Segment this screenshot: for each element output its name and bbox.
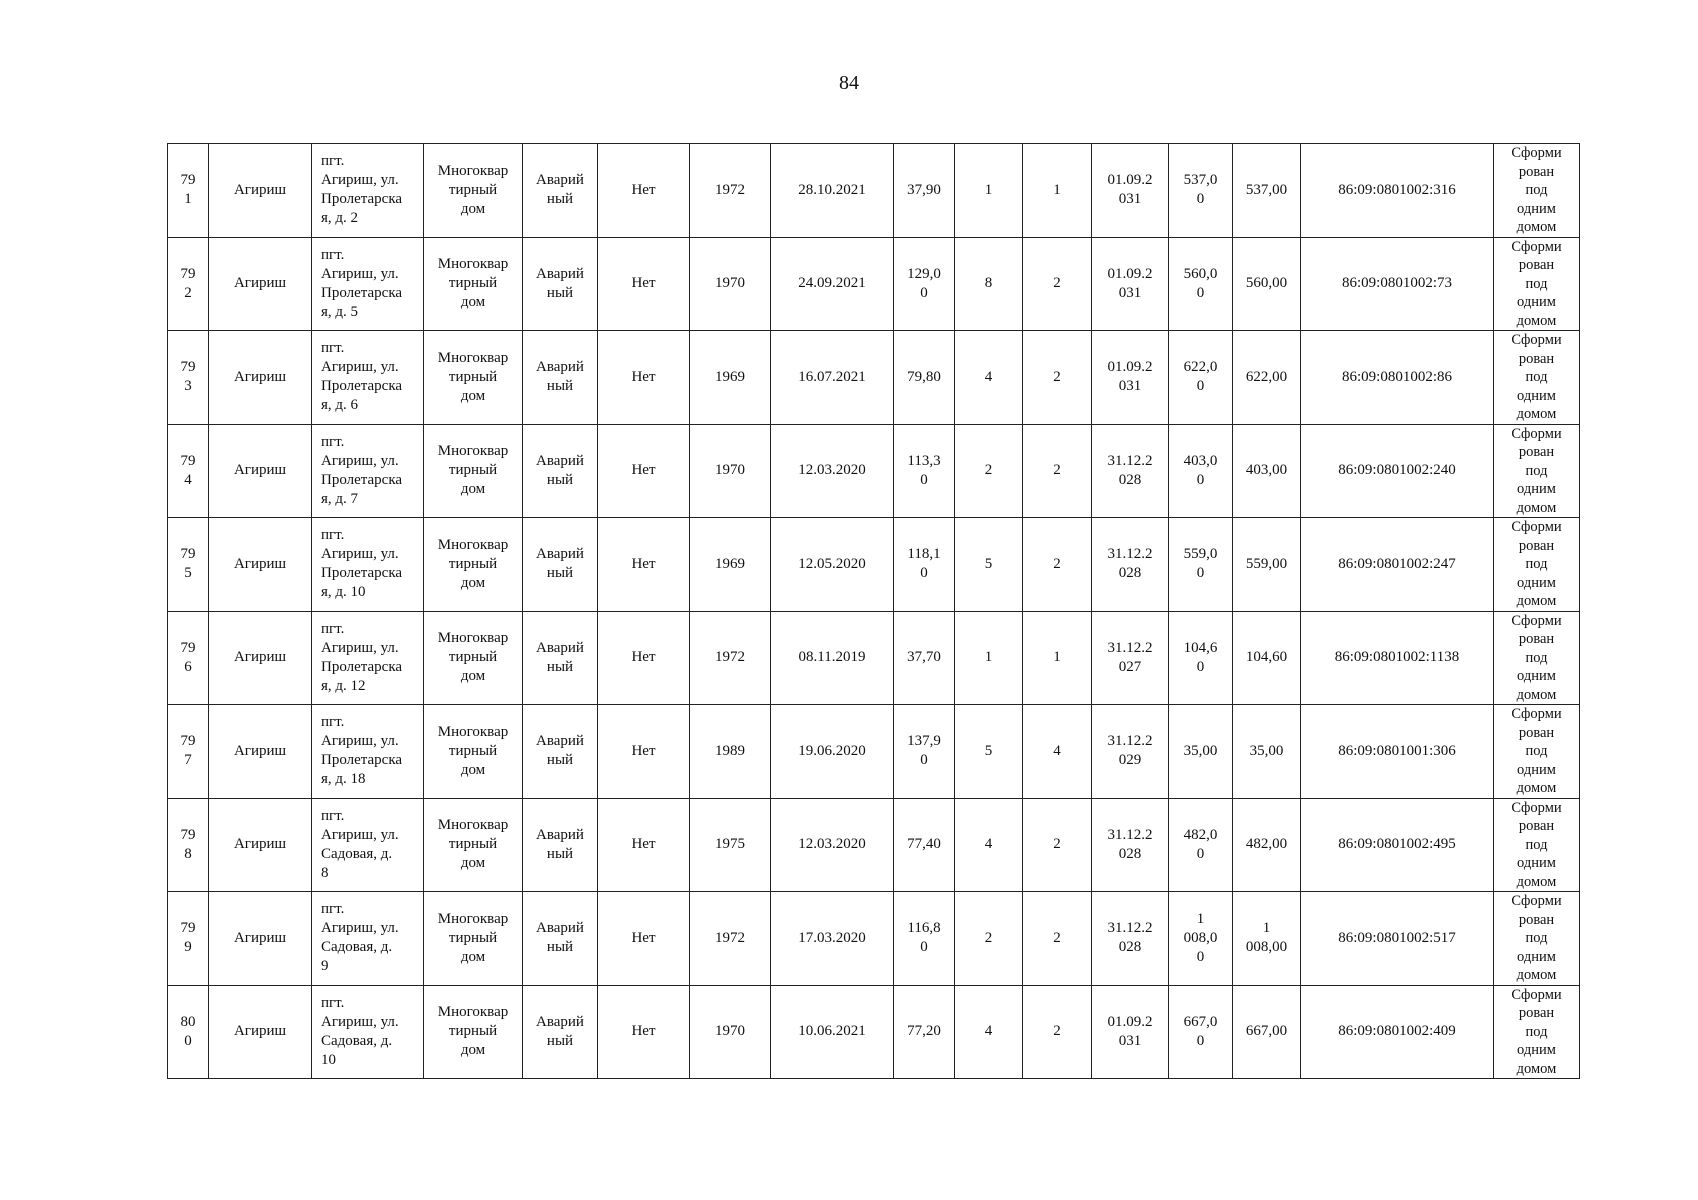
count-cell-1: 2 <box>955 892 1023 986</box>
recognition-date-cell: 12.03.2020 <box>771 798 894 892</box>
settlement-cell: Агириш <box>209 424 312 518</box>
address-cell: пгт. Агириш, ул. Пролетарска я, д. 2 <box>312 144 424 238</box>
table-row <box>168 611 1580 705</box>
condition-status-cell: Аварий ный <box>523 144 598 238</box>
land-area-cell-2: 560,00 <box>1233 237 1301 331</box>
table-row <box>168 985 1580 1079</box>
build-year-cell: 1972 <box>690 892 771 986</box>
address-cell: пгт. Агириш, ул. Садовая, д. 9 <box>312 892 424 986</box>
cadastral-number-cell: 86:09:0801002:247 <box>1301 518 1494 612</box>
condition-status-cell: Аварий ный <box>523 705 598 799</box>
building-type-cell: Многоквар тирный дом <box>424 144 523 238</box>
address-cell: пгт. Агириш, ул. Садовая, д. 10 <box>312 985 424 1079</box>
flag-cell: Нет <box>598 331 690 425</box>
recognition-date-cell: 08.11.2019 <box>771 611 894 705</box>
note-cell: Сформи рован под одним домом <box>1494 798 1580 892</box>
row-number: 79 7 <box>168 705 209 799</box>
table-row <box>168 144 1580 238</box>
recognition-date-cell: 12.05.2020 <box>771 518 894 612</box>
address-cell: пгт. Агириш, ул. Пролетарска я, д. 6 <box>312 331 424 425</box>
condition-status-cell: Аварий ный <box>523 985 598 1079</box>
land-area-cell-1: 667,0 0 <box>1169 985 1233 1079</box>
count-cell-1: 1 <box>955 144 1023 238</box>
count-cell-2: 2 <box>1023 331 1092 425</box>
count-cell-2: 2 <box>1023 985 1092 1079</box>
deadline-date-cell: 01.09.2 031 <box>1092 237 1169 331</box>
settlement-cell: Агириш <box>209 144 312 238</box>
note-cell: Сформи рован под одним домом <box>1494 144 1580 238</box>
table-row <box>168 705 1580 799</box>
count-cell-1: 5 <box>955 705 1023 799</box>
condition-status-cell: Аварий ный <box>523 424 598 518</box>
building-type-cell: Многоквар тирный дом <box>424 518 523 612</box>
deadline-date-cell: 31.12.2 028 <box>1092 424 1169 518</box>
recognition-date-cell: 17.03.2020 <box>771 892 894 986</box>
deadline-date-cell: 31.12.2 028 <box>1092 518 1169 612</box>
count-cell-2: 2 <box>1023 798 1092 892</box>
address-cell: пгт. Агириш, ул. Пролетарска я, д. 12 <box>312 611 424 705</box>
row-number: 79 8 <box>168 798 209 892</box>
address-cell: пгт. Агириш, ул. Пролетарска я, д. 18 <box>312 705 424 799</box>
count-cell-2: 2 <box>1023 424 1092 518</box>
count-cell-2: 1 <box>1023 611 1092 705</box>
registry-body <box>168 144 1580 1079</box>
building-type-cell: Многоквар тирный дом <box>424 985 523 1079</box>
building-type-cell: Многоквар тирный дом <box>424 424 523 518</box>
deadline-date-cell: 01.09.2 031 <box>1092 985 1169 1079</box>
land-area-cell-1: 482,0 0 <box>1169 798 1233 892</box>
table-row <box>168 518 1580 612</box>
area-cell: 137,9 0 <box>894 705 955 799</box>
recognition-date-cell: 12.03.2020 <box>771 424 894 518</box>
cadastral-number-cell: 86:09:0801002:316 <box>1301 144 1494 238</box>
land-area-cell-2: 482,00 <box>1233 798 1301 892</box>
condition-status-cell: Аварий ный <box>523 611 598 705</box>
area-cell: 77,40 <box>894 798 955 892</box>
count-cell-1: 1 <box>955 611 1023 705</box>
settlement-cell: Агириш <box>209 331 312 425</box>
deadline-date-cell: 01.09.2 031 <box>1092 331 1169 425</box>
row-number: 79 1 <box>168 144 209 238</box>
settlement-cell: Агириш <box>209 705 312 799</box>
condition-status-cell: Аварий ный <box>523 892 598 986</box>
settlement-cell: Агириш <box>209 237 312 331</box>
land-area-cell-2: 537,00 <box>1233 144 1301 238</box>
row-number: 79 3 <box>168 331 209 425</box>
address-cell: пгт. Агириш, ул. Садовая, д. 8 <box>312 798 424 892</box>
row-number: 79 6 <box>168 611 209 705</box>
count-cell-1: 8 <box>955 237 1023 331</box>
count-cell-2: 4 <box>1023 705 1092 799</box>
note-cell: Сформи рован под одним домом <box>1494 518 1580 612</box>
count-cell-1: 4 <box>955 331 1023 425</box>
count-cell-1: 5 <box>955 518 1023 612</box>
cadastral-number-cell: 86:09:0801002:495 <box>1301 798 1494 892</box>
settlement-cell: Агириш <box>209 892 312 986</box>
building-type-cell: Многоквар тирный дом <box>424 611 523 705</box>
flag-cell: Нет <box>598 144 690 238</box>
land-area-cell-2: 35,00 <box>1233 705 1301 799</box>
building-type-cell: Многоквар тирный дом <box>424 331 523 425</box>
recognition-date-cell: 16.07.2021 <box>771 331 894 425</box>
deadline-date-cell: 31.12.2 027 <box>1092 611 1169 705</box>
land-area-cell-2: 403,00 <box>1233 424 1301 518</box>
area-cell: 113,3 0 <box>894 424 955 518</box>
land-area-cell-2: 622,00 <box>1233 331 1301 425</box>
building-type-cell: Многоквар тирный дом <box>424 237 523 331</box>
count-cell-1: 4 <box>955 798 1023 892</box>
condition-status-cell: Аварий ный <box>523 518 598 612</box>
cadastral-number-cell: 86:09:0801002:86 <box>1301 331 1494 425</box>
flag-cell: Нет <box>598 424 690 518</box>
address-cell: пгт. Агириш, ул. Пролетарска я, д. 7 <box>312 424 424 518</box>
note-cell: Сформи рован под одним домом <box>1494 331 1580 425</box>
table-row <box>168 798 1580 892</box>
land-area-cell-2: 1 008,00 <box>1233 892 1301 986</box>
row-number: 79 2 <box>168 237 209 331</box>
land-area-cell-1: 622,0 0 <box>1169 331 1233 425</box>
land-area-cell-1: 559,0 0 <box>1169 518 1233 612</box>
table-row <box>168 424 1580 518</box>
build-year-cell: 1972 <box>690 611 771 705</box>
note-cell: Сформи рован под одним домом <box>1494 237 1580 331</box>
count-cell-2: 2 <box>1023 518 1092 612</box>
note-cell: Сформи рован под одним домом <box>1494 892 1580 986</box>
land-area-cell-1: 537,0 0 <box>1169 144 1233 238</box>
build-year-cell: 1989 <box>690 705 771 799</box>
area-cell: 116,8 0 <box>894 892 955 986</box>
build-year-cell: 1969 <box>690 518 771 612</box>
flag-cell: Нет <box>598 705 690 799</box>
cadastral-number-cell: 86:09:0801001:306 <box>1301 705 1494 799</box>
building-type-cell: Многоквар тирный дом <box>424 798 523 892</box>
settlement-cell: Агириш <box>209 798 312 892</box>
count-cell-2: 1 <box>1023 144 1092 238</box>
build-year-cell: 1970 <box>690 424 771 518</box>
area-cell: 37,70 <box>894 611 955 705</box>
flag-cell: Нет <box>598 611 690 705</box>
build-year-cell: 1970 <box>690 985 771 1079</box>
land-area-cell-2: 104,60 <box>1233 611 1301 705</box>
deadline-date-cell: 31.12.2 028 <box>1092 892 1169 986</box>
count-cell-2: 2 <box>1023 237 1092 331</box>
land-area-cell-1: 104,6 0 <box>1169 611 1233 705</box>
note-cell: Сформи рован под одним домом <box>1494 424 1580 518</box>
row-number: 80 0 <box>168 985 209 1079</box>
land-area-cell-1: 1 008,0 0 <box>1169 892 1233 986</box>
area-cell: 129,0 0 <box>894 237 955 331</box>
area-cell: 37,90 <box>894 144 955 238</box>
condition-status-cell: Аварий ный <box>523 798 598 892</box>
build-year-cell: 1970 <box>690 237 771 331</box>
settlement-cell: Агириш <box>209 611 312 705</box>
housing-registry-table <box>167 143 1580 1079</box>
flag-cell: Нет <box>598 518 690 612</box>
cadastral-number-cell: 86:09:0801002:73 <box>1301 237 1494 331</box>
cadastral-number-cell: 86:09:0801002:409 <box>1301 985 1494 1079</box>
flag-cell: Нет <box>598 798 690 892</box>
count-cell-1: 2 <box>955 424 1023 518</box>
flag-cell: Нет <box>598 985 690 1079</box>
row-number: 79 9 <box>168 892 209 986</box>
cadastral-number-cell: 86:09:0801002:240 <box>1301 424 1494 518</box>
building-type-cell: Многоквар тирный дом <box>424 892 523 986</box>
table-row <box>168 237 1580 331</box>
flag-cell: Нет <box>598 892 690 986</box>
table-row <box>168 331 1580 425</box>
deadline-date-cell: 31.12.2 029 <box>1092 705 1169 799</box>
build-year-cell: 1969 <box>690 331 771 425</box>
cadastral-number-cell: 86:09:0801002:1138 <box>1301 611 1494 705</box>
note-cell: Сформи рован под одним домом <box>1494 985 1580 1079</box>
build-year-cell: 1972 <box>690 144 771 238</box>
page-number: 84 <box>839 72 859 94</box>
area-cell: 77,20 <box>894 985 955 1079</box>
deadline-date-cell: 01.09.2 031 <box>1092 144 1169 238</box>
recognition-date-cell: 24.09.2021 <box>771 237 894 331</box>
count-cell-1: 4 <box>955 985 1023 1079</box>
note-cell: Сформи рован под одним домом <box>1494 611 1580 705</box>
row-number: 79 5 <box>168 518 209 612</box>
recognition-date-cell: 10.06.2021 <box>771 985 894 1079</box>
land-area-cell-1: 403,0 0 <box>1169 424 1233 518</box>
land-area-cell-1: 560,0 0 <box>1169 237 1233 331</box>
area-cell: 118,1 0 <box>894 518 955 612</box>
settlement-cell: Агириш <box>209 518 312 612</box>
address-cell: пгт. Агириш, ул. Пролетарска я, д. 10 <box>312 518 424 612</box>
address-cell: пгт. Агириш, ул. Пролетарска я, д. 5 <box>312 237 424 331</box>
table-row <box>168 892 1580 986</box>
land-area-cell-2: 559,00 <box>1233 518 1301 612</box>
condition-status-cell: Аварий ный <box>523 237 598 331</box>
note-cell: Сформи рован под одним домом <box>1494 705 1580 799</box>
land-area-cell-1: 35,00 <box>1169 705 1233 799</box>
condition-status-cell: Аварий ный <box>523 331 598 425</box>
area-cell: 79,80 <box>894 331 955 425</box>
deadline-date-cell: 31.12.2 028 <box>1092 798 1169 892</box>
recognition-date-cell: 28.10.2021 <box>771 144 894 238</box>
count-cell-2: 2 <box>1023 892 1092 986</box>
row-number: 79 4 <box>168 424 209 518</box>
build-year-cell: 1975 <box>690 798 771 892</box>
land-area-cell-2: 667,00 <box>1233 985 1301 1079</box>
cadastral-number-cell: 86:09:0801002:517 <box>1301 892 1494 986</box>
flag-cell: Нет <box>598 237 690 331</box>
settlement-cell: Агириш <box>209 985 312 1079</box>
recognition-date-cell: 19.06.2020 <box>771 705 894 799</box>
building-type-cell: Многоквар тирный дом <box>424 705 523 799</box>
